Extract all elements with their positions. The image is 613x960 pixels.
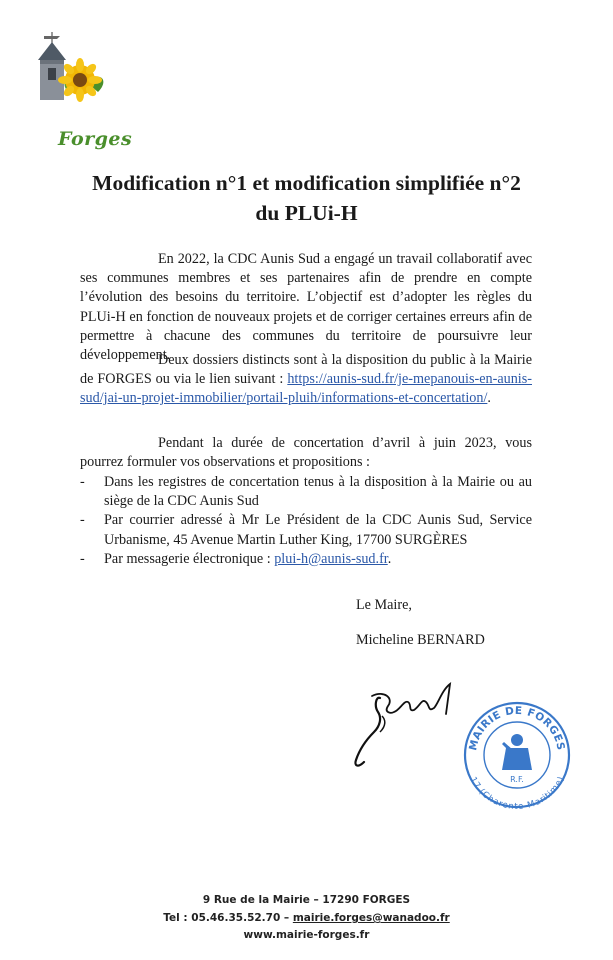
stamp-bottom-text: 17 (Charente-Maritime) — [467, 775, 567, 810]
signature-name: Micheline BERNARD — [356, 632, 485, 648]
submission-methods-list — [80, 473, 532, 569]
list-item-text: Dans les registres de concertation tenus à la disposition à la Mairie ou au siège de la CDC Aunis Sud — [104, 474, 532, 510]
list-item-text: Par courrier adressé à Mr Le Président de la CDC Aunis Sud, Service Urbanisme, 45 Avenue Martin Luther King, 17700 SURGÈRES — [104, 512, 532, 548]
title-line-1: Modification n°1 et modification simplifiée n°2 — [92, 171, 521, 195]
dossiers-period: . — [487, 390, 491, 407]
list-dash: - — [80, 512, 85, 529]
footer-email-link[interactable]: mairie.forges@wanadoo.fr — [292, 912, 450, 924]
intro-paragraph: En 2022, la CDC Aunis Sud a engagé un travail collaboratif avec ses communes membres et ses partenaires afin de prendre en compte l’évolution des besoins du territoire. L’objectif est d’adopter les règles du PLUi-H en fonction de nouveaux projets et de corriger certaines erreurs afin de permettre à chacune des communes du territoire de poursuivre leur développement. — [80, 251, 532, 364]
list-item — [80, 473, 532, 511]
email-link[interactable]: plui-h@aunis-sud.fr — [274, 550, 388, 567]
stamp-top-text: MAIRIE DE FORGES — [467, 704, 567, 752]
signature-role: Le Maire, — [356, 597, 412, 613]
footer-address: 9 Rue de la Mairie – 17290 FORGES — [202, 894, 411, 906]
logo-text: Forges — [58, 128, 133, 150]
list-item — [80, 550, 532, 569]
list-item — [80, 511, 532, 549]
stamp-rf-text: R.F. — [510, 775, 524, 784]
list-item-text: Par messagerie électronique : — [104, 550, 275, 567]
mairie-stamp-icon — [462, 700, 572, 810]
concertation-paragraph: Pendant la durée de concertation d’avril à juin 2023, vous pourrez formuler vos observations et propositions : — [80, 435, 532, 471]
list-dash: - — [80, 474, 85, 490]
title-line-2: du PLUi-H — [255, 201, 358, 225]
concertation-link[interactable]: https://aunis-sud.fr/je-mepanouis-en-aunis-sud/jai-un-projet-immobilier/portail-pluih/informations-et-concertation/ — [80, 371, 532, 407]
list-item-period: . — [387, 550, 392, 567]
footer-contact — [0, 912, 613, 924]
page-title — [40, 168, 573, 228]
dossiers-text: Deux dossiers distincts sont à la disposition du public à la Mairie de FORGES ou via le lien suivant : — [80, 352, 532, 388]
handwritten-signature-icon — [350, 676, 470, 776]
forges-logo — [28, 30, 133, 150]
church-sunflower-icon — [28, 30, 118, 110]
dossiers-paragraph — [80, 351, 532, 409]
footer-website-link[interactable]: www.mairie-forges.fr — [243, 929, 370, 941]
footer-tel: Tel : 05.46.35.52.70 – — [163, 912, 293, 924]
list-dash: - — [80, 550, 85, 567]
